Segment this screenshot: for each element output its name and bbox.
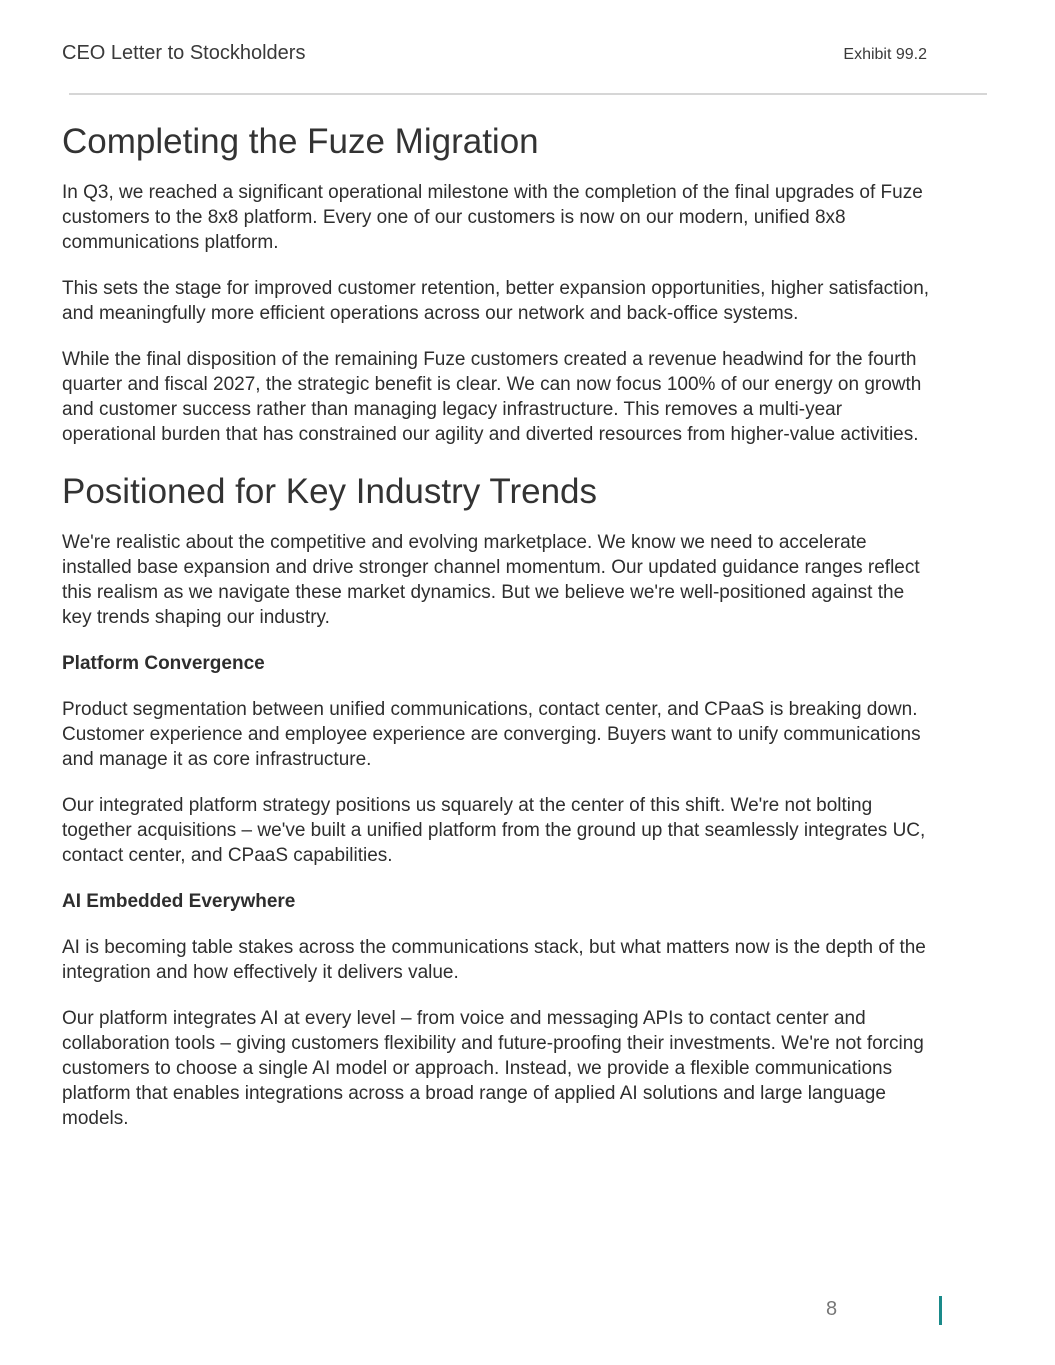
paragraph: In Q3, we reached a significant operational milestone with the completion of the final upgrades of Fuze customers to the 8x8 platform. Every one of our customers is now on our modern, unified 8x8 communications platform. <box>62 182 923 253</box>
page-number: 8 <box>826 1298 838 1320</box>
paragraph: AI is becoming table stakes across the communications stack, but what matters now is the depth of the integration and how effectively it delivers value. <box>62 937 926 983</box>
section-heading-fuze-migration: Completing the Fuze Migration <box>62 122 539 161</box>
paragraph: We're realistic about the competitive and evolving marketplace. We know we need to accelerate installed base expansion and drive stronger channel momentum. Our updated guidance ranges reflect this realism as we navigate these market dynamics. But we believe we're well-positioned against the key trends shaping our industry. <box>62 532 920 628</box>
subheading-ai-embedded: AI Embedded Everywhere <box>62 891 296 912</box>
paragraph: Product segmentation between unified communications, contact center, and CPaaS is breaking down. Customer experience and employee experience are converging. Buyers want to unify communications and manage it as core infrastructure. <box>62 699 921 770</box>
section-heading-industry-trends: Positioned for Key Industry Trends <box>62 472 597 511</box>
footer-accent-bar <box>939 1296 942 1325</box>
paragraph: This sets the stage for improved customer retention, better expansion opportunities, higher satisfaction, and meaningfully more efficient operations across our network and back-office systems. <box>62 278 930 324</box>
document-title: CEO Letter to Stockholders <box>62 42 306 64</box>
page-content <box>62 118 932 1152</box>
subheading-platform-convergence: Platform Convergence <box>62 653 265 674</box>
paragraph: Our integrated platform strategy positions us squarely at the center of this shift. We're not bolting together acquisitions – we've built a unified platform from the ground up that seamlessly integrates UC, contact center, and CPaaS capabilities. <box>62 795 926 866</box>
paragraph: While the final disposition of the remaining Fuze customers created a revenue headwind for the fourth quarter and fiscal 2027, the strategic benefit is clear. We can now focus 100% of our energy on growth and customer success rather than managing legacy infrastructure. This removes a multi-year operational burden that has constrained our agility and diverted resources from higher-value activities. <box>62 349 922 445</box>
exhibit-label: Exhibit 99.2 <box>843 46 927 63</box>
header-divider <box>69 93 987 95</box>
page-header <box>62 40 927 70</box>
paragraph: Our platform integrates AI at every level – from voice and messaging APIs to contact center and collaboration tools – giving customers flexibility and future-proofing their investments. We're not forcing customers to choose a single AI model or approach. Instead, we provide a flexible communications platform that enables integrations across a broad range of applied AI solutions and large language models. <box>62 1008 924 1129</box>
